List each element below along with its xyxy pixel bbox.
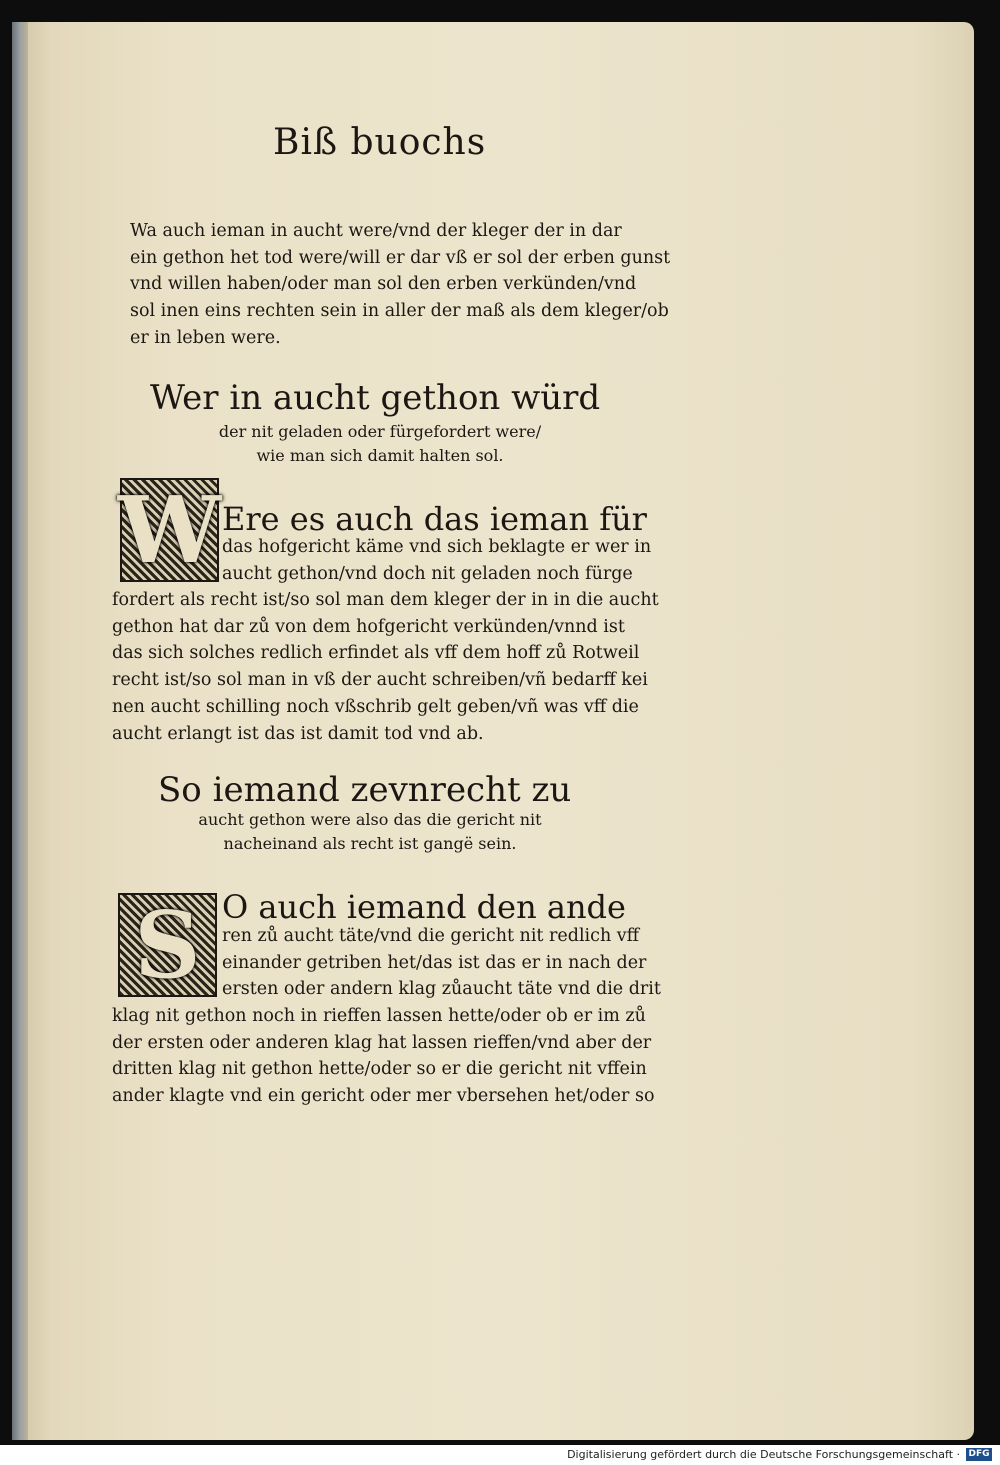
section-1-subheading xyxy=(205,420,555,468)
text-line: einander getriben het/das ist das er in nach der xyxy=(222,952,647,973)
section-2-lead: O auch iemand den ande xyxy=(222,888,626,926)
section-2-subheading xyxy=(180,808,560,856)
text-line: ren zů aucht täte/vnd die gericht nit redlich vff xyxy=(222,926,640,946)
section-2-beside-initial xyxy=(222,923,661,1003)
section-1-lead: Ere es auch das ieman für xyxy=(222,500,647,538)
text-line: vnd willen haben/oder man sol den erben verkünden/vnd xyxy=(130,274,637,295)
section-2-body xyxy=(112,1003,654,1110)
text-line: klag nit gethon noch in rieffen lassen hette/oder ob er im zů xyxy=(112,1006,646,1026)
book-binding xyxy=(12,22,28,1440)
text-line: das sich solches redlich erfindet als vff dem hoff zů Rotweil xyxy=(112,643,640,664)
text-line: gethon hat dar zů von dem hofgericht verkünden/vnnd ist xyxy=(112,616,625,637)
paragraph-1 xyxy=(130,218,670,352)
text-line: aucht gethon/vnd doch nit geladen noch fürge xyxy=(222,563,633,584)
subheading-line: wie man sich damit halten sol. xyxy=(256,446,504,465)
text-line: ersten oder andern klag zůaucht täte vnd die drit xyxy=(222,979,661,1000)
dfg-logo: DFG xyxy=(966,1448,992,1461)
text-line: sol inen eins rechten sein in aller der maß als dem kleger/ob xyxy=(130,301,669,322)
funding-credit: Digitalisierung gefördert durch die Deutsche Forschungsgemeinschaft · xyxy=(567,1448,960,1461)
text-line: dritten klag nit gethon hette/oder so er die gericht nit vffein xyxy=(112,1059,647,1080)
subheading-line: der nit geladen oder fürgefordert were/ xyxy=(218,422,542,441)
text-line: recht ist/so sol man in vß der aucht schreiben/vñ bedarff kei xyxy=(112,670,648,691)
text-line: Wa auch ieman in aucht were/vnd der kleger der in dar xyxy=(130,221,622,241)
text-line: das hofgericht käme vnd sich beklagte er wer in xyxy=(222,537,652,557)
decorated-initial-w xyxy=(117,476,222,584)
text-line: ein gethon het tod were/will er dar vß er sol der erben gunst xyxy=(130,247,671,268)
text-line: fordert als recht ist/so sol man dem kleger der in in die aucht xyxy=(112,590,659,610)
initial-letter: W xyxy=(117,476,222,584)
section-1-body xyxy=(112,587,659,747)
text-line: der ersten oder anderen klag hat lassen rieffen/vnd aber der xyxy=(112,1032,652,1053)
initial-letter: S xyxy=(134,891,201,999)
text-line: nen aucht schilling noch vßschrib gelt geben/vñ was vff die xyxy=(112,696,639,717)
running-head: Biß buochs xyxy=(273,122,487,163)
footer-bar xyxy=(0,1445,1000,1465)
subheading-line: aucht gethon were also das die gericht nit xyxy=(198,810,542,829)
section-1-beside-initial xyxy=(222,534,651,587)
section-2-heading: So iemand zevnrecht zu xyxy=(158,770,572,810)
subheading-line: nacheinand als recht ist gangë sein. xyxy=(223,834,517,853)
text-line: er in leben were. xyxy=(130,327,281,348)
decorated-initial-s xyxy=(118,893,217,997)
section-1-heading: Wer in aucht gethon würd xyxy=(150,378,601,418)
text-line: aucht erlangt ist das ist damit tod vnd ab. xyxy=(112,723,484,744)
text-line: ander klagte vnd ein gericht oder mer vbersehen het/oder so xyxy=(112,1086,655,1107)
